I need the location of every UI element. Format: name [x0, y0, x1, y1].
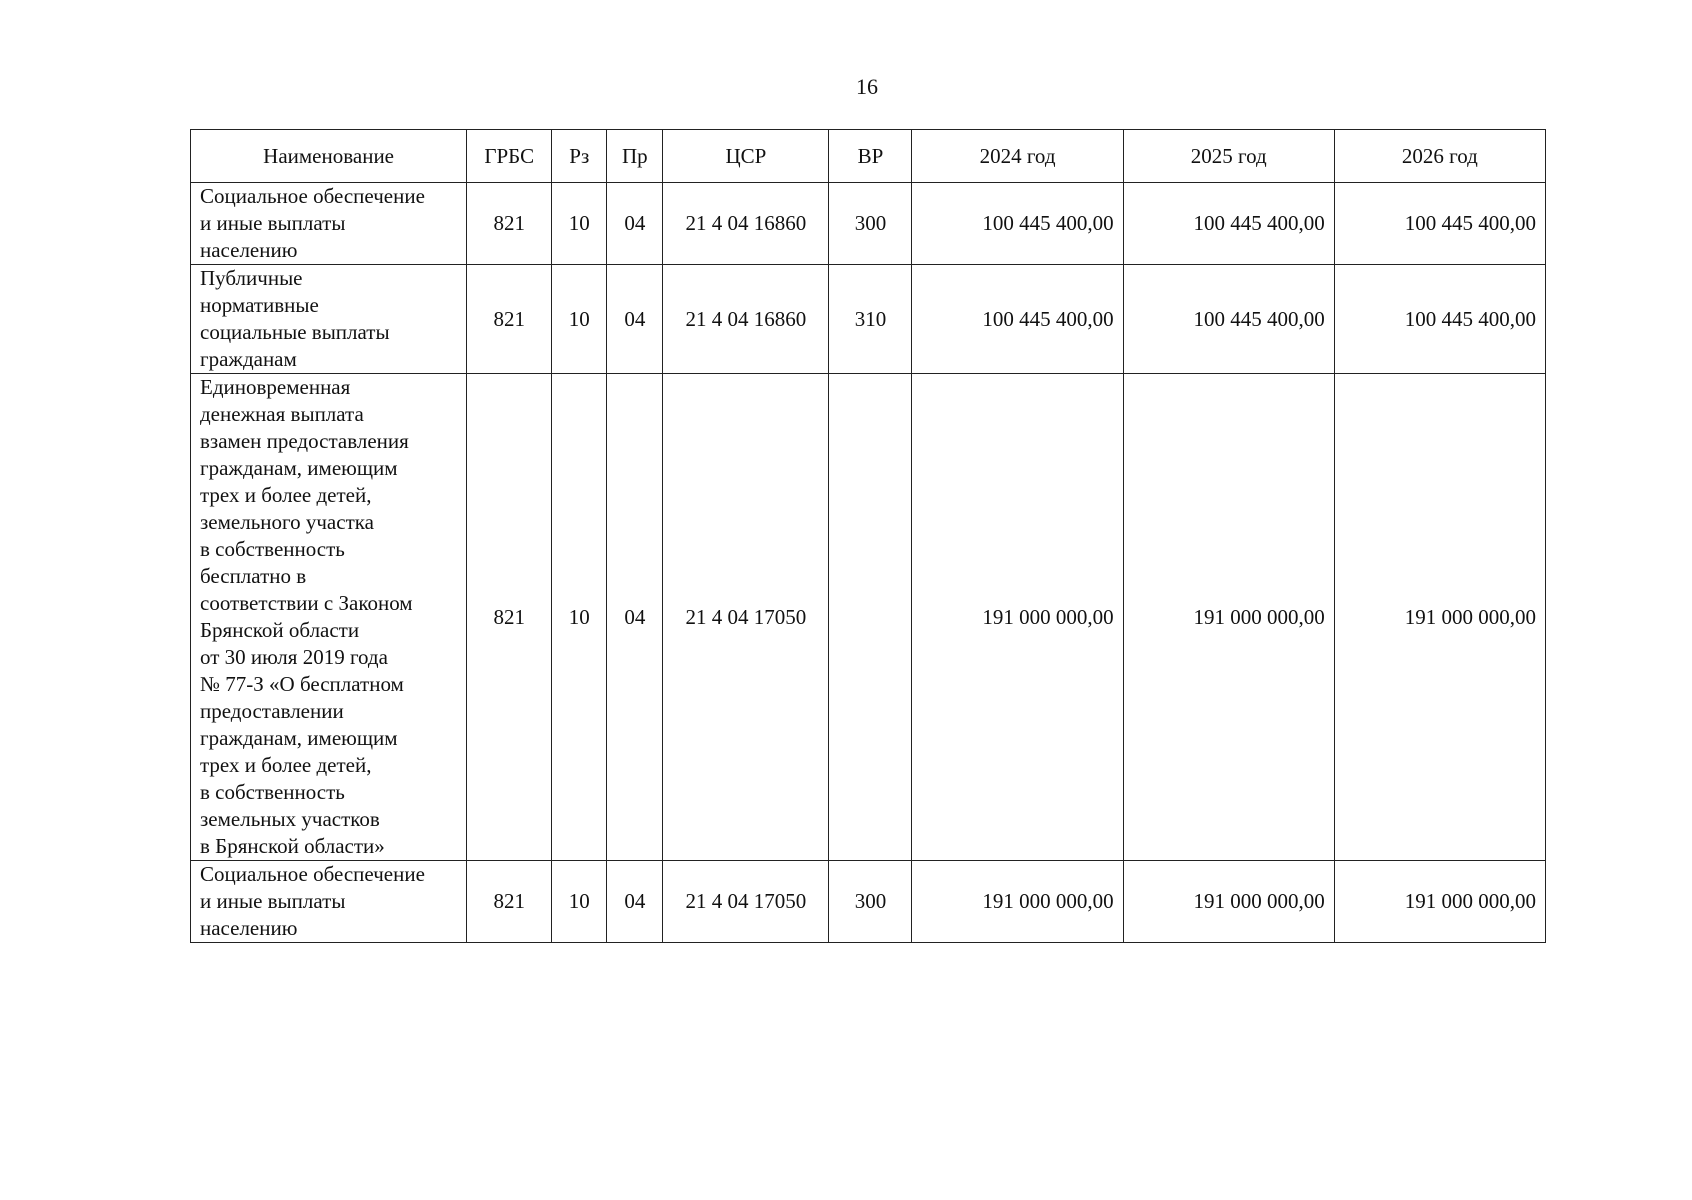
row-vr: 310 — [829, 265, 912, 374]
header-2025: 2025 год — [1123, 130, 1334, 183]
row-rz: 10 — [552, 861, 607, 943]
table-row — [191, 374, 1546, 861]
row-2025: 191 000 000,00 — [1123, 374, 1334, 861]
row-pr: 04 — [607, 374, 663, 861]
header-csr: ЦСР — [663, 130, 829, 183]
table-row — [191, 183, 1546, 265]
row-vr — [829, 374, 912, 861]
row-name: Публичные нормативные социальные выплаты гражданам — [191, 265, 467, 374]
row-csr: 21 4 04 16860 — [663, 183, 829, 265]
row-pr: 04 — [607, 265, 663, 374]
row-2024: 100 445 400,00 — [912, 265, 1123, 374]
row-2024: 191 000 000,00 — [912, 861, 1123, 943]
table-row — [191, 861, 1546, 943]
row-2026: 100 445 400,00 — [1334, 265, 1545, 374]
row-rz: 10 — [552, 265, 607, 374]
row-2026: 191 000 000,00 — [1334, 861, 1545, 943]
row-vr: 300 — [829, 861, 912, 943]
row-name: Социальное обеспечение и иные выплаты населению — [191, 861, 467, 943]
table-row — [191, 265, 1546, 374]
row-csr: 21 4 04 17050 — [663, 374, 829, 861]
row-pr: 04 — [607, 861, 663, 943]
header-name: Наименование — [191, 130, 467, 183]
row-2024: 100 445 400,00 — [912, 183, 1123, 265]
row-name: Единовременная денежная выплата взамен предоставления гражданам, имеющим трех и более детей, земельного участка в собственность бесплатно в соответствии с Законом Брянской области от 30 июля 2019 года № 77-З «О бесплатном предоставлении гражданам, имеющим трех и более детей, в собственность земельных участков в Брянской области» — [191, 374, 467, 861]
row-rz: 10 — [552, 374, 607, 861]
row-2025: 191 000 000,00 — [1123, 861, 1334, 943]
row-csr: 21 4 04 17050 — [663, 861, 829, 943]
header-vr: ВР — [829, 130, 912, 183]
row-2026: 191 000 000,00 — [1334, 374, 1545, 861]
row-name: Социальное обеспечение и иные выплаты населению — [191, 183, 467, 265]
budget-table — [190, 129, 1546, 943]
row-2025: 100 445 400,00 — [1123, 265, 1334, 374]
header-rz: Рз — [552, 130, 607, 183]
row-vr: 300 — [829, 183, 912, 265]
header-pr: Пр — [607, 130, 663, 183]
header-2026: 2026 год — [1334, 130, 1545, 183]
row-2026: 100 445 400,00 — [1334, 183, 1545, 265]
page-number: 16 — [856, 74, 878, 99]
row-grbs: 821 — [467, 183, 552, 265]
row-csr: 21 4 04 16860 — [663, 265, 829, 374]
header-2024: 2024 год — [912, 130, 1123, 183]
row-2024: 191 000 000,00 — [912, 374, 1123, 861]
table-header-row — [191, 130, 1546, 183]
row-rz: 10 — [552, 183, 607, 265]
header-grbs: ГРБС — [467, 130, 552, 183]
row-grbs: 821 — [467, 861, 552, 943]
row-2025: 100 445 400,00 — [1123, 183, 1334, 265]
row-grbs: 821 — [467, 374, 552, 861]
row-grbs: 821 — [467, 265, 552, 374]
row-pr: 04 — [607, 183, 663, 265]
